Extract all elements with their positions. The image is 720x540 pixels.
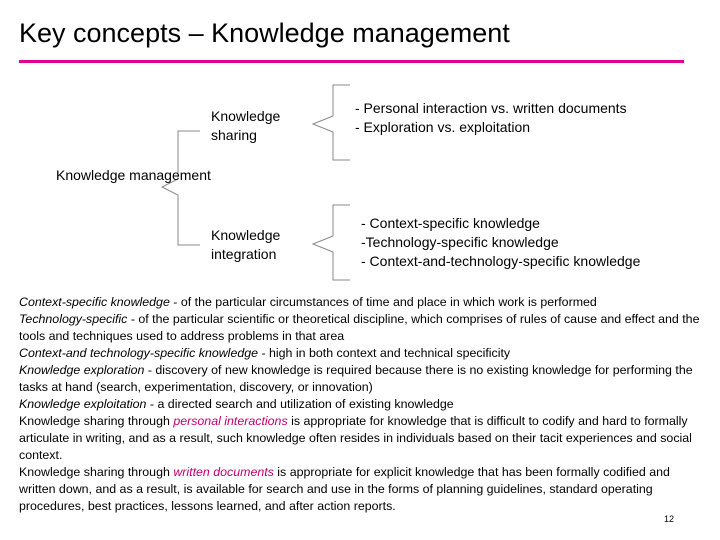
sharing-note bbox=[19, 464, 709, 515]
page-number: 12 bbox=[664, 514, 675, 524]
integration-bracket bbox=[313, 205, 350, 280]
definition-term: Knowledge exploitation bbox=[19, 397, 147, 411]
definition-item bbox=[19, 311, 709, 345]
definition-item bbox=[19, 345, 709, 362]
definition-text: - high in both context and technical specificity bbox=[258, 346, 511, 360]
integration-item: - Context-specific knowledge bbox=[361, 215, 540, 231]
definition-item bbox=[19, 294, 709, 311]
definition-item bbox=[19, 396, 709, 413]
integration-item: -Technology-specific knowledge bbox=[361, 234, 559, 250]
branch-label-integration: Knowledge integration bbox=[211, 227, 281, 262]
sharing-note-highlight: personal interactions bbox=[173, 414, 288, 428]
branch-label-sharing: Knowledge sharing bbox=[211, 108, 281, 143]
definition-term: Context-specific knowledge bbox=[19, 295, 170, 309]
definition-text: - discovery of new knowledge is required because there is no existing knowledge for performing the tasks at hand (search, experimentation, discovery, or innovation) bbox=[19, 363, 693, 394]
sharing-item: - Exploration vs. exploitation bbox=[355, 119, 531, 135]
definition-term: Knowledge exploration bbox=[19, 363, 145, 377]
sharing-items bbox=[355, 99, 627, 137]
definitions-block bbox=[19, 294, 709, 515]
definition-text: - of the particular circumstances of time and place in which work is performed bbox=[169, 295, 597, 309]
sharing-note-prefix: Knowledge sharing through bbox=[19, 465, 174, 479]
definition-term: Context-and technology-specific knowledge bbox=[19, 346, 259, 360]
root-label bbox=[56, 166, 211, 185]
sharing-item: - Personal interaction vs. written documents bbox=[355, 100, 627, 116]
definition-term: Technology-specific bbox=[19, 312, 128, 326]
definition-item bbox=[19, 362, 709, 396]
definition-text: - of the particular scientific or theoretical discipline, which comprises of rules of cause and effect and the tools and techniques used to address problems in that area bbox=[19, 312, 700, 343]
integration-item: - Context-and-technology-specific knowledge bbox=[361, 253, 641, 269]
integration-items bbox=[361, 214, 640, 271]
definition-text: - a directed search and utilization of existing knowledge bbox=[146, 397, 454, 411]
sharing-bracket bbox=[313, 85, 350, 160]
page-title: Key concepts – Knowledge management bbox=[19, 18, 510, 48]
sharing-note-highlight: written documents bbox=[173, 465, 274, 479]
sharing-note bbox=[19, 413, 709, 464]
root-bracket bbox=[162, 131, 200, 245]
sharing-note-body: is appropriate for explicit knowledge that has been formally codified and written down, and as a result, is available for search and use in the forms of planning guidelines, standard operating procedures, best practices, lessons learned, and after action reports. bbox=[19, 465, 670, 513]
root-label-text: Knowledge management bbox=[56, 167, 211, 183]
sharing-note-body: is appropriate for knowledge that is difficult to codify and hard to formally articulate in writing, and as a result, such knowledge often resides in individuals based on their tacit experiences and social context. bbox=[19, 414, 692, 462]
sharing-note-prefix: Knowledge sharing through bbox=[19, 414, 174, 428]
